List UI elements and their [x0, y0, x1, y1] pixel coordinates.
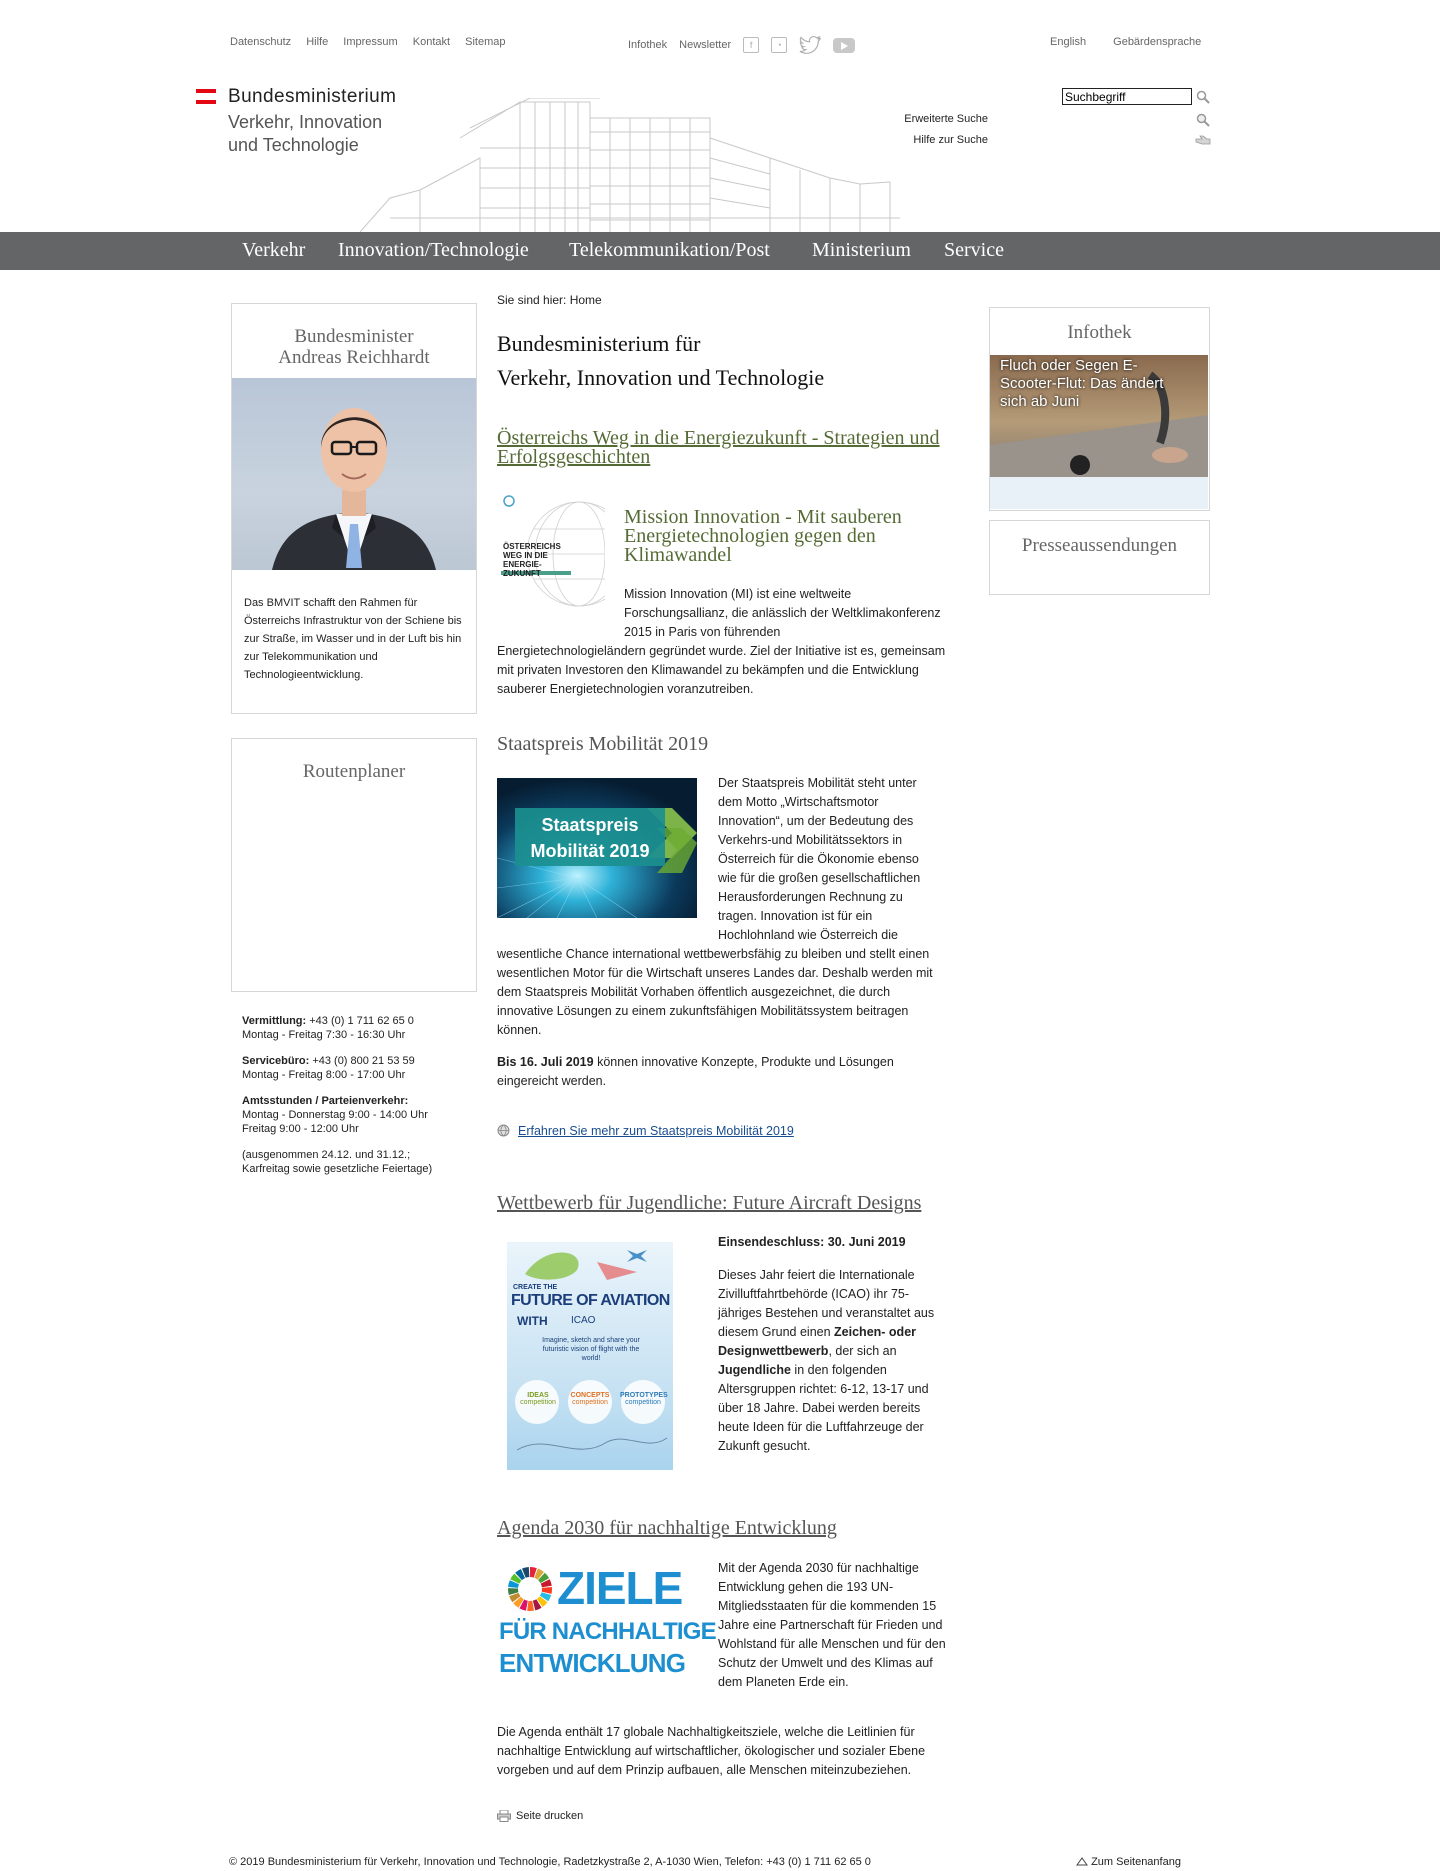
link-sitemap[interactable]: Sitemap — [465, 36, 506, 48]
energie-text-a: Mission Innovation (MI) ist eine weltweite Forschungsallianz, die anlässlich der Weltklimakonferenz 2015 in Paris von führenden — [624, 587, 941, 639]
vermittlung-label: Vermittlung: — [242, 1015, 307, 1027]
minister-box — [231, 303, 477, 714]
building-illustration — [360, 98, 900, 232]
contact-info — [242, 1014, 432, 1188]
service-hours: Montag - Freitag 8:00 - 17:00 Uhr — [242, 1069, 406, 1081]
vermittlung-phone: +43 (0) 1 711 62 65 0 — [309, 1015, 414, 1027]
link-newsletter[interactable]: Newsletter — [679, 39, 732, 51]
logo-line-2: Verkehr, Innovation — [228, 112, 383, 132]
link-kontakt[interactable]: Kontakt — [412, 36, 451, 48]
staatspreis-image-text — [515, 812, 665, 864]
aircraft-text — [718, 1266, 948, 1456]
agenda-text-2: Die Agenda enthält 17 globale Nachhaltigkeitsziele, welche die Leitlinien für nachhaltige Entwicklung auf wirtschaftlicher, ökologischer und sozialer Ebene vorgeben und auf dem Prinzip aufbauen, alle Menschen miteinzubeziehen. — [497, 1725, 926, 1777]
link-impressum[interactable]: Impressum — [343, 36, 398, 48]
link-infothek[interactable]: Infothek — [628, 39, 668, 51]
search-help-link[interactable]: Hilfe zur Suche — [913, 134, 988, 146]
energie-text-b: Energietechnologieländern gegründet wurde. Ziel der Initiative ist es, gemeinsam mit privaten Investoren den Klimawandel zu bekämpfen und die Entwicklung sauberer Energietechnologien voranzutreiben. — [497, 644, 946, 696]
link-gebaerdensprache[interactable]: Gebärdensprache — [1113, 36, 1202, 48]
aircraft-headline-link[interactable]: Wettbewerb für Jugendliche: Future Aircraft Designs — [497, 1192, 922, 1214]
main-navigation — [0, 232, 1440, 270]
staatspreis-text-part-1 — [718, 774, 938, 945]
presse-box — [989, 520, 1210, 595]
presse-title[interactable]: Presseaussendungen — [1021, 535, 1178, 556]
link-hilfe[interactable]: Hilfe — [306, 36, 329, 48]
energie-cover-title: ÖSTERREICHS WEG IN DIE ENERGIE-ZUKUNFT — [503, 542, 561, 578]
arrow-up-icon — [1076, 1857, 1088, 1866]
rss-icon[interactable]: ◔ — [771, 37, 787, 53]
amtsstunden-hours-2: Freitag 9:00 - 12:00 Uhr — [242, 1123, 359, 1135]
poster-with: WITH — [517, 1314, 548, 1328]
agenda-headline-link[interactable]: Agenda 2030 für nachhaltige Entwicklung — [497, 1517, 837, 1539]
vermittlung-hours: Montag - Freitag 7:30 - 16:30 Uhr — [242, 1029, 406, 1041]
poster-icao: ICAO — [571, 1315, 596, 1326]
staatspreis-headline[interactable]: Staatspreis Mobilität 2019 — [497, 733, 709, 755]
link-datenschutz[interactable]: Datenschutz — [230, 36, 292, 48]
poster-subtitle: Imagine, sketch and share your futuristic vision of flight with the world! — [542, 1337, 640, 1362]
language-links — [1050, 36, 1201, 48]
minister-name: Andreas Reichhardt — [278, 347, 430, 368]
breadcrumb — [497, 293, 602, 307]
poster-title: FUTURE OF AVIATION — [511, 1292, 670, 1309]
page-title-line-1: Bundesministerium für — [497, 331, 701, 356]
twitter-icon[interactable] — [799, 36, 821, 54]
minister-title-line-1: Bundesminister — [294, 326, 414, 347]
search-icon[interactable] — [1196, 90, 1210, 104]
logo-title[interactable]: Bundesministerium — [228, 86, 397, 107]
poster-cat-ideas — [517, 1392, 559, 1406]
staatspreis-text-a: Der Staatspreis Mobilität steht unter dem Motto „Wirtschaftsmotor Innovation“, um der Bedeutung des Verkehrs-und Mobilitätssektors in Österreich für die Ökonomie ebenso wie für die großen gesellschaftlichen Herausforderungen Rechnung zu tragen. Innovation ist für ein Hochlohnland wie Österreich die — [718, 776, 921, 942]
staatspreis-image-line-1: Staatspreis — [541, 815, 639, 835]
sdg-logo-image[interactable] — [497, 1562, 716, 1686]
service-phone: +43 (0) 800 21 53 59 — [312, 1055, 415, 1067]
breadcrumb-home[interactable]: Home — [569, 293, 602, 307]
advanced-search-link[interactable]: Erweiterte Suche — [904, 113, 988, 125]
breadcrumb-label: Sie sind hier: — [497, 293, 567, 307]
poster-cat-concepts — [569, 1392, 611, 1406]
back-to-top-label: Zum Seitenanfang — [1091, 1856, 1181, 1868]
aircraft-text-b: Zeichen- oder Designwettbewerb — [718, 1325, 917, 1358]
search-input[interactable] — [1062, 88, 1192, 105]
infothek-box — [989, 307, 1210, 511]
page-title-line-2: Verkehr, Innovation und Technologie — [497, 365, 825, 390]
staatspreis-more-link[interactable]: Erfahren Sie mehr zum Staatspreis Mobilität 2019 — [518, 1124, 794, 1138]
aircraft-text-c: , der sich an — [828, 1344, 897, 1358]
staatspreis-image[interactable] — [497, 778, 697, 918]
poster-cat-prototypes-label: PROTOTYPES — [620, 1392, 668, 1399]
link-english[interactable]: English — [1050, 36, 1087, 48]
routenplaner-box — [231, 738, 477, 992]
youtube-icon[interactable] — [833, 38, 855, 53]
printer-icon[interactable] — [497, 1810, 511, 1822]
energie-text-part-2 — [497, 642, 947, 699]
sdg-wheel-icon — [507, 1566, 553, 1612]
nav-telekommunikation[interactable]: Telekommunikation/Post — [569, 239, 770, 261]
staatspreis-image-line-2: Mobilität 2019 — [530, 841, 650, 861]
globe-icon — [497, 1124, 510, 1137]
facebook-icon[interactable]: f — [743, 37, 759, 53]
amtsstunden-hours-1: Montag - Donnerstag 9:00 - 14:00 Uhr — [242, 1109, 428, 1121]
staatspreis-deadline — [497, 1053, 947, 1091]
minister-description: Das BMVIT schafft den Rahmen für Österreichs Infrastruktur von der Schiene bis zur Straße, im Wasser und in der Luft bis hin zur Telekommunikation und Technologieentwicklung. — [244, 597, 462, 681]
page-title — [497, 327, 824, 395]
infothek-teaser-footer — [990, 477, 1208, 509]
nav-innovation[interactable]: Innovation/Technologie — [338, 239, 529, 261]
poster-cat-ideas-comp: competition — [520, 1399, 556, 1406]
infothek-teaser-image[interactable] — [990, 355, 1208, 477]
holiday-note-1: (ausgenommen 24.12. und 31.12.; — [242, 1149, 411, 1161]
media-links — [628, 36, 867, 54]
aircraft-deadline: Einsendeschluss: 30. Juni 2019 — [718, 1235, 906, 1249]
holiday-note-2: Karfreitag sowie gesetzliche Feiertage) — [242, 1163, 433, 1175]
footer-copyright: © 2019 Bundesministerium für Verkehr, Innovation und Technologie, Radetzkystraße 2, A-1030 Wien, Telefon: +43 (0) 1 711 62 65 0 — [229, 1856, 871, 1868]
service-label: Servicebüro: — [242, 1055, 310, 1067]
minister-photo[interactable] — [232, 378, 476, 570]
poster-cat-prototypes — [620, 1392, 666, 1406]
poster-create-text: CREATE THE — [513, 1284, 558, 1291]
nav-ministerium[interactable]: Ministerium — [812, 239, 911, 261]
service-links — [230, 36, 518, 48]
pointing-hand-icon[interactable] — [1195, 134, 1211, 146]
nav-service[interactable]: Service — [944, 239, 1004, 261]
staatspreis-text-part-2 — [497, 945, 947, 1040]
poster-cat-concepts-label: CONCEPTS — [570, 1392, 610, 1399]
sdg-wheel-segment — [527, 1601, 534, 1611]
back-to-top-link[interactable] — [1076, 1856, 1181, 1868]
advanced-search-icon[interactable] — [1196, 113, 1210, 127]
sdg-logo-line-2: FÜR NACHHALTIGE — [499, 1618, 716, 1645]
routenplaner-title[interactable]: Routenplaner — [302, 761, 406, 782]
infothek-title[interactable]: Infothek — [1067, 322, 1132, 343]
minister-title[interactable] — [232, 326, 476, 368]
energie-cover-image[interactable] — [497, 491, 605, 617]
staatspreis-deadline-bold: Bis 16. Juli 2019 — [497, 1055, 594, 1069]
sdg-logo-line-3: ENTWICKLUNG — [499, 1648, 686, 1678]
agenda-text-1: Mit der Agenda 2030 für nachhaltige Entwicklung gehen die 193 UN-Mitgliedsstaaten für die kommenden 15 Jahre eine Partnerschaft für Frieden und Wohlstand für alle Menschen und für den Schutz der Umwelt und des Klimas auf dem Planeten Erde ein. — [718, 1561, 946, 1689]
energie-headline-link[interactable]: Österreichs Weg in die Energiezukunft - Strategien und Erfolgsgeschichten — [497, 427, 940, 468]
sdg-logo-line-1: ZIELE — [557, 1562, 683, 1614]
mission-innovation-headline[interactable]: Mission Innovation - Mit sauberen Energietechnologien gegen den Klimawandel — [624, 506, 902, 566]
amtsstunden-label: Amtsstunden / Parteienverkehr: — [242, 1095, 409, 1107]
nav-verkehr[interactable]: Verkehr — [242, 239, 306, 261]
aircraft-text-e: in den folgenden Altersgruppen richtet: 6-12, 13-17 und über 18 Jahre. Dabei werden bereits heute Ideen für die Luftfahrzeuge der Zukunft gesucht. — [718, 1363, 929, 1453]
poster-cat-ideas-label: IDEAS — [527, 1392, 549, 1399]
print-page-link[interactable]: Seite drucken — [516, 1810, 584, 1822]
staatspreis-text-b: wesentliche Chance international wettbewerbsfähig zu bleiben und stellt einen wesentlichen Motor für die Wirtschaft unseres Landes dar. Deshalb werden mit dem Staatspreis Mobilität Vorhaben öffentlich ausgezeichnet, die durch innovative Lösungen zu einem zukunftsfähigen Mobilitätssystem beitragen können. — [497, 947, 933, 1037]
poster-cat-prototypes-comp: competition — [625, 1399, 661, 1406]
logo-subtitle[interactable] — [228, 111, 382, 157]
aircraft-text-a: Dieses Jahr feiert die Internationale Zivilluftfahrtbehörde (ICAO) ihr 75-jähriges Bestehen und veranstaltet aus diesem Grund einen — [718, 1268, 935, 1339]
aircraft-poster-image[interactable] — [507, 1242, 673, 1470]
austria-flag-icon — [196, 89, 216, 107]
energie-text-part-1 — [624, 585, 944, 642]
staatspreis-deadline-rest: können innovative Konzepte, Produkte und Lösungen eingereicht werden. — [497, 1055, 894, 1088]
poster-cat-concepts-comp: competition — [572, 1399, 608, 1406]
aircraft-text-d: Jugendliche — [718, 1363, 791, 1377]
infothek-teaser-text: Fluch oder Segen E-Scooter-Flut: Das ändert sich ab Juni — [1000, 357, 1164, 410]
logo-line-3: und Technologie — [228, 135, 359, 155]
